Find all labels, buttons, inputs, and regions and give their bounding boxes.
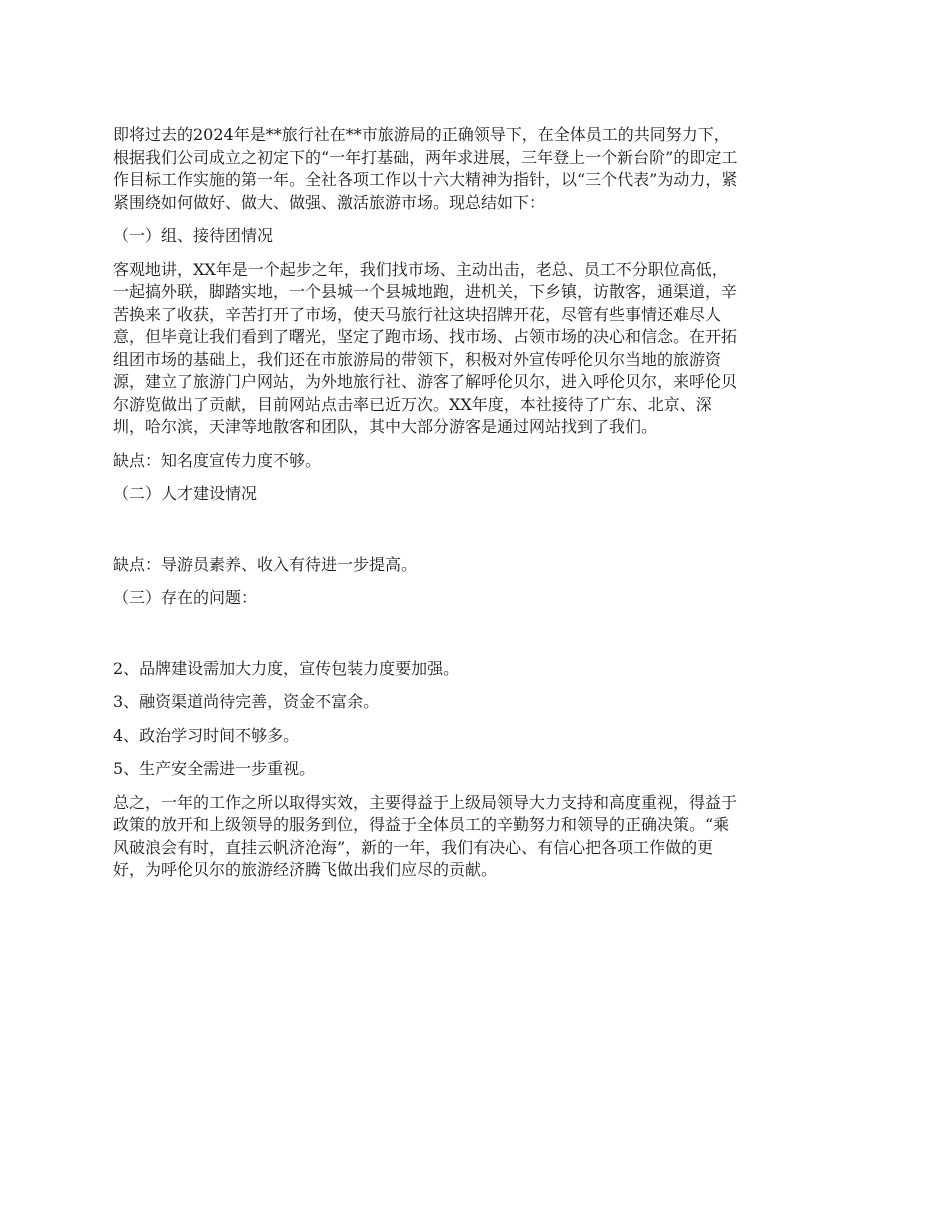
problem-item-2: 2、品牌建设需加大力度，宣传包装力度要加强。 <box>113 658 460 678</box>
problem-item-4: 4、政治学习时间不够多。 <box>113 725 300 745</box>
problem-item-3: 3、融资渠道尚待完善，资金不富余。 <box>113 692 380 711</box>
section-heading-reception: （一）组、接待团情况 <box>113 226 274 245</box>
section-heading-talent: （二）人才建设情况 <box>113 484 258 503</box>
problem-item-5: 5、生产安全需进一步重视。 <box>113 759 316 778</box>
talent-weakness: 缺点：导游员素养、收入有待进一步提高。 <box>113 554 418 574</box>
conclusion-paragraph: 总之，一年的工作之所以取得实效，主要得益于上级局领导大力支持和高度重视，得益于 政策的放开和上级领导的服务到位，得益于全体员工的辛勤努力和领导的正确决策。“乘 风破浪会有时，直挂云帆济沧海”，新的一年，我们有决心、有信心把各项工作做的更 好，为呼伦贝尔的旅游经济腾飞做出我们应尽的贡献。 <box>113 792 738 879</box>
section-heading-problems: （三）存在的问题： <box>113 588 258 607</box>
reception-paragraph: 客观地讲，XX年是一个起步之年，我们找市场、主动出击，老总、员工不分职位高低， 一起搞外联，脚踏实地，一个县城一个县城地跑，进机关，下乡镇，访散客，通渠道，辛 苦换来了收获，辛苦打开了市场，使天马旅行社这块招牌开花，尽管有些事情还难尽人 意，但毕竟让我们看到了曙光，坚定了跑市场、找市场、占领市场的决心和信念。在开拓 组团市场的基础上，我们还在市旅游局的带领下，积极对外宣传呼伦贝尔当地的旅游资 源，建立了旅游门户网站，为外地旅行社、游客了解呼伦贝尔，进入呼伦贝尔，来呼伦贝 尔游览做出了贡献，目前网站点击率已近万次。XX年度，本社接待了广东、北京、深 圳，哈尔滨，天津等地散客和团队，其中大部分游客是通过网站找到了我们。 <box>113 259 738 436</box>
reception-weakness: 缺点：知名度宣传力度不够。 <box>113 450 322 470</box>
document-page <box>113 124 841 882</box>
intro-paragraph: 即将过去的2024年是**旅行社在**市旅游局的正确领导下，在全体员工的共同努力下， 根据我们公司成立之初定下的“一年打基础，两年求进展，三年登上一个新台阶”的即定工 作目标工作实施的第一年。全社各项工作以十六大精神为指针，以“三个代表”为动力，紧 紧围绕如何做好、做大、做强、激活旅游市场。现总结如下： <box>113 125 738 212</box>
